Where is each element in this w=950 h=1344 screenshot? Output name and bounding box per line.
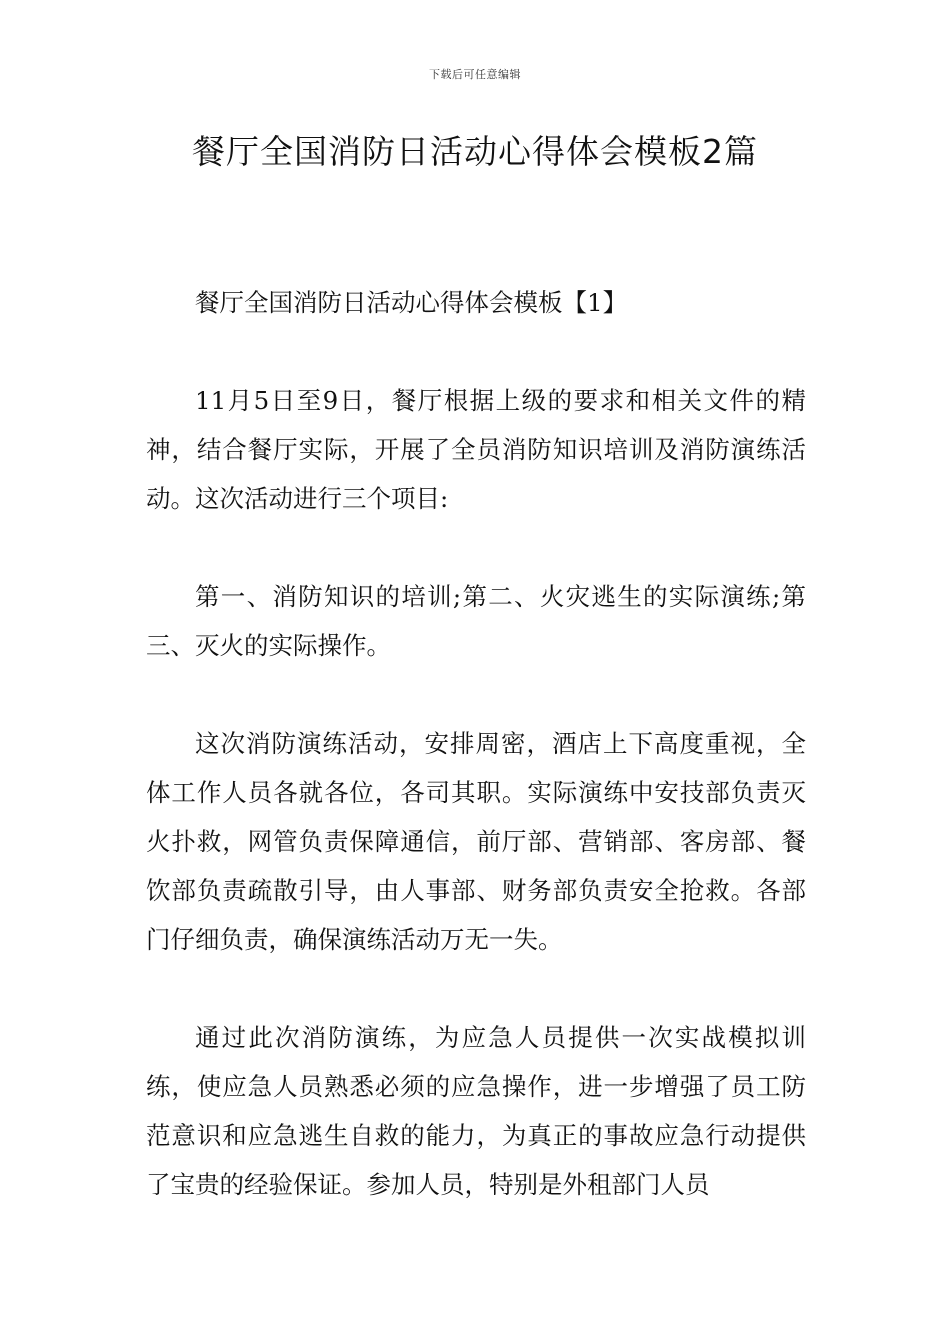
section-heading: 餐厅全国消防日活动心得体会模板【1】 bbox=[195, 288, 628, 317]
document-body bbox=[146, 278, 806, 1209]
paragraph-2: 第一、消防知识的培训;第二、火灾逃生的实际演练;第三、灭火的实际操作。 bbox=[146, 582, 806, 660]
paragraph-1: 11月5日至9日，餐厅根据上级的要求和相关文件的精神，结合餐厅实际，开展了全员消防知识培训及消防演练活动。这次活动进行三个项目: bbox=[146, 386, 806, 513]
header-note: 下载后可任意编辑 bbox=[429, 68, 521, 81]
paragraph-4: 通过此次消防演练，为应急人员提供一次实战模拟训练，使应急人员熟悉必须的应急操作，进一步增强了员工防范意识和应急逃生自救的能力，为真正的事故应急行动提供了宝贵的经验保证。参加人员，特别是外租部门人员 bbox=[146, 1023, 806, 1199]
document-title: 餐厅全国消防日活动心得体会模板2篇 bbox=[192, 132, 758, 171]
paragraph-3: 这次消防演练活动，安排周密，酒店上下高度重视，全体工作人员各就各位，各司其职。实际演练中安技部负责灭火扑救，网管负责保障通信，前厅部、营销部、客房部、餐饮部负责疏散引导，由人事部、财务部负责安全抢救。各部门仔细负责，确保演练活动万无一失。 bbox=[146, 729, 806, 954]
